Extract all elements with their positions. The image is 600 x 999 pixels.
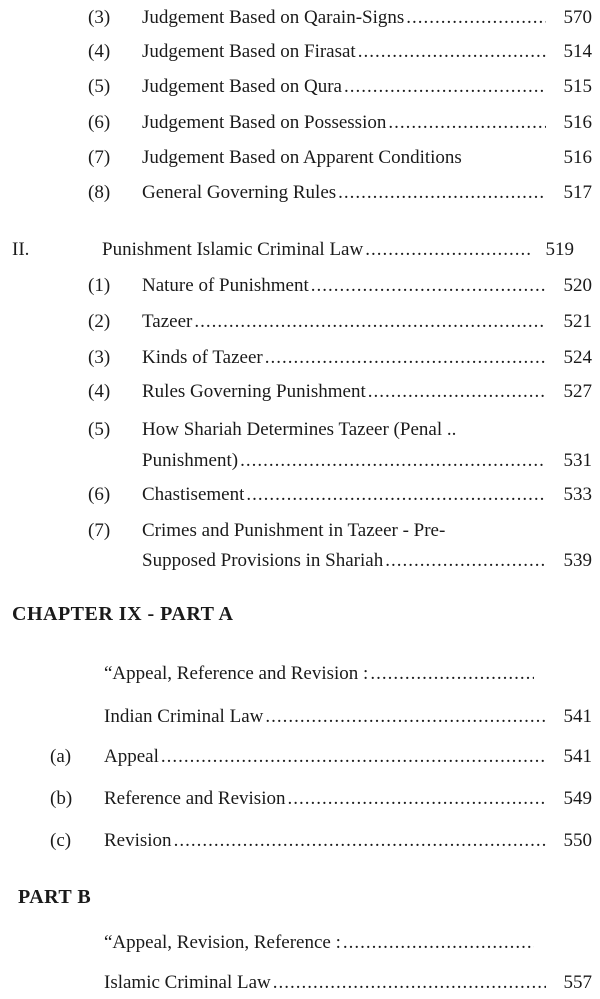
entry-title-line [142, 274, 548, 298]
entry-title: Judgement Based on Apparent Conditions [142, 147, 462, 168]
entry-title-line2: Supposed Provisions in Shariah [142, 550, 384, 571]
entry-number: (c) [50, 830, 72, 851]
entry-title-line [102, 238, 532, 262]
entry-title-line [142, 449, 548, 473]
entry-page: 527 [563, 381, 592, 402]
entry-title-line [104, 745, 548, 769]
entry-title: Judgement Based on Firasat [142, 41, 356, 62]
entry-title-line [142, 181, 548, 205]
toc-entry [0, 705, 600, 729]
entry-number: (3) [88, 347, 111, 368]
leader-dots [388, 111, 546, 135]
toc-entry [0, 146, 600, 170]
entry-page: 570 [563, 7, 592, 28]
entry-title-line [104, 787, 548, 811]
section-number: II. [12, 239, 30, 260]
entry-title: Tazeer [142, 311, 193, 332]
leader-dots [174, 829, 546, 853]
leader-dots [265, 705, 546, 729]
entry-title: Appeal [104, 746, 159, 767]
entry-page: 516 [563, 147, 592, 168]
entry-number: (2) [88, 311, 111, 332]
section-title: Punishment Islamic Criminal Law [102, 239, 364, 260]
leader-dots [161, 745, 546, 769]
intro-title-line2: Islamic Criminal Law [104, 972, 271, 993]
entry-title-line [142, 483, 548, 507]
leader-dots [338, 181, 546, 205]
entry-title: Kinds of Tazeer [142, 347, 263, 368]
entry-title-line [142, 6, 548, 30]
leader-dots [370, 662, 534, 686]
entry-title-line [142, 310, 548, 334]
toc-entry [0, 6, 600, 30]
entry-title-line [142, 146, 548, 170]
entry-page: 550 [563, 830, 592, 851]
entry-number: (6) [88, 112, 111, 133]
leader-dots [344, 75, 546, 99]
toc-entry [0, 181, 600, 205]
entry-title-line [142, 346, 548, 370]
intro-title-line1: “Appeal, Revision, Reference : [104, 932, 341, 953]
entry-number: (4) [88, 41, 111, 62]
entry-title: Rules Governing Punishment [142, 381, 366, 402]
toc-entry [0, 111, 600, 135]
leader-dots [368, 380, 546, 404]
entry-page: 517 [563, 182, 592, 203]
leader-dots [194, 310, 546, 334]
entry-title-line1: How Shariah Determines Tazeer (Penal .. [142, 419, 457, 440]
leader-dots [385, 549, 546, 573]
entry-title-line [104, 705, 548, 729]
entry-page: 541 [563, 746, 592, 767]
entry-title: Judgement Based on Qarain-Signs [142, 7, 405, 28]
leader-dots [406, 6, 546, 30]
entry-title: Nature of Punishment [142, 275, 309, 296]
toc-entry [0, 483, 600, 507]
entry-page: 541 [563, 706, 592, 727]
entry-number: (1) [88, 275, 111, 296]
entry-title-line1: Crimes and Punishment in Tazeer - Pre- [142, 520, 446, 541]
part-heading: PART B [18, 886, 92, 908]
section-page: 519 [545, 239, 574, 260]
entry-title-line [104, 931, 536, 955]
entry-number: (5) [88, 76, 111, 97]
intro-title-line2: Indian Criminal Law [104, 706, 264, 727]
chapter-heading: CHAPTER IX - PART A [12, 603, 234, 625]
entry-title: Judgement Based on Qura [142, 76, 342, 97]
entry-number: (6) [88, 484, 111, 505]
entry-title-line [142, 111, 548, 135]
entry-page: 557 [563, 972, 592, 993]
entry-title: General Governing Rules [142, 182, 337, 203]
toc-section-heading [0, 238, 600, 262]
entry-number: (3) [88, 7, 111, 28]
leader-dots [365, 238, 530, 262]
leader-dots [265, 346, 546, 370]
entry-number: (7) [88, 520, 111, 541]
entry-title-line2: Punishment) [142, 450, 239, 471]
leader-dots [240, 449, 546, 473]
entry-title: Judgement Based on Possession [142, 112, 387, 133]
entry-title: Revision [104, 830, 172, 851]
toc-intro-line [0, 931, 600, 955]
entry-title-line [142, 75, 548, 99]
entry-page: 521 [563, 311, 592, 332]
entry-page: 520 [563, 275, 592, 296]
toc-intro-line [0, 662, 600, 686]
entry-title: Chastisement [142, 484, 245, 505]
toc-entry-continuation [0, 549, 600, 573]
entry-page: 524 [563, 347, 592, 368]
intro-title-line1: “Appeal, Reference and Revision : [104, 663, 369, 684]
toc-entry [0, 519, 600, 543]
toc-entry [0, 40, 600, 64]
toc-entry [0, 787, 600, 811]
toc-entry [0, 274, 600, 298]
leader-dots [246, 483, 546, 507]
toc-entry [0, 745, 600, 769]
toc-entry [0, 346, 600, 370]
entry-title: Reference and Revision [104, 788, 286, 809]
entry-title-line [104, 662, 536, 686]
entry-number: (b) [50, 788, 73, 809]
toc-entry [0, 380, 600, 404]
leader-dots [311, 274, 546, 298]
leader-dots [358, 40, 546, 64]
entry-number: (5) [88, 419, 111, 440]
entry-page: 516 [563, 112, 592, 133]
toc-entry [0, 971, 600, 995]
entry-title-line [142, 40, 548, 64]
entry-page: 539 [563, 550, 592, 571]
entry-title-line [142, 549, 548, 573]
entry-title-line [104, 829, 548, 853]
entry-page: 531 [563, 450, 592, 471]
entry-page: 515 [563, 76, 592, 97]
toc-entry [0, 418, 600, 442]
entry-number: (8) [88, 182, 111, 203]
entry-number: (a) [50, 746, 72, 767]
entry-page: 514 [563, 41, 592, 62]
toc-entry [0, 310, 600, 334]
entry-number: (4) [88, 381, 111, 402]
leader-dots [343, 931, 534, 955]
entry-title-line [104, 971, 548, 995]
toc-entry [0, 75, 600, 99]
entry-page: 549 [563, 788, 592, 809]
toc-entry-continuation [0, 449, 600, 473]
leader-dots [287, 787, 546, 811]
entry-number: (7) [88, 147, 111, 168]
leader-dots [273, 971, 546, 995]
entry-page: 533 [563, 484, 592, 505]
toc-entry [0, 829, 600, 853]
entry-title-line [142, 380, 548, 404]
